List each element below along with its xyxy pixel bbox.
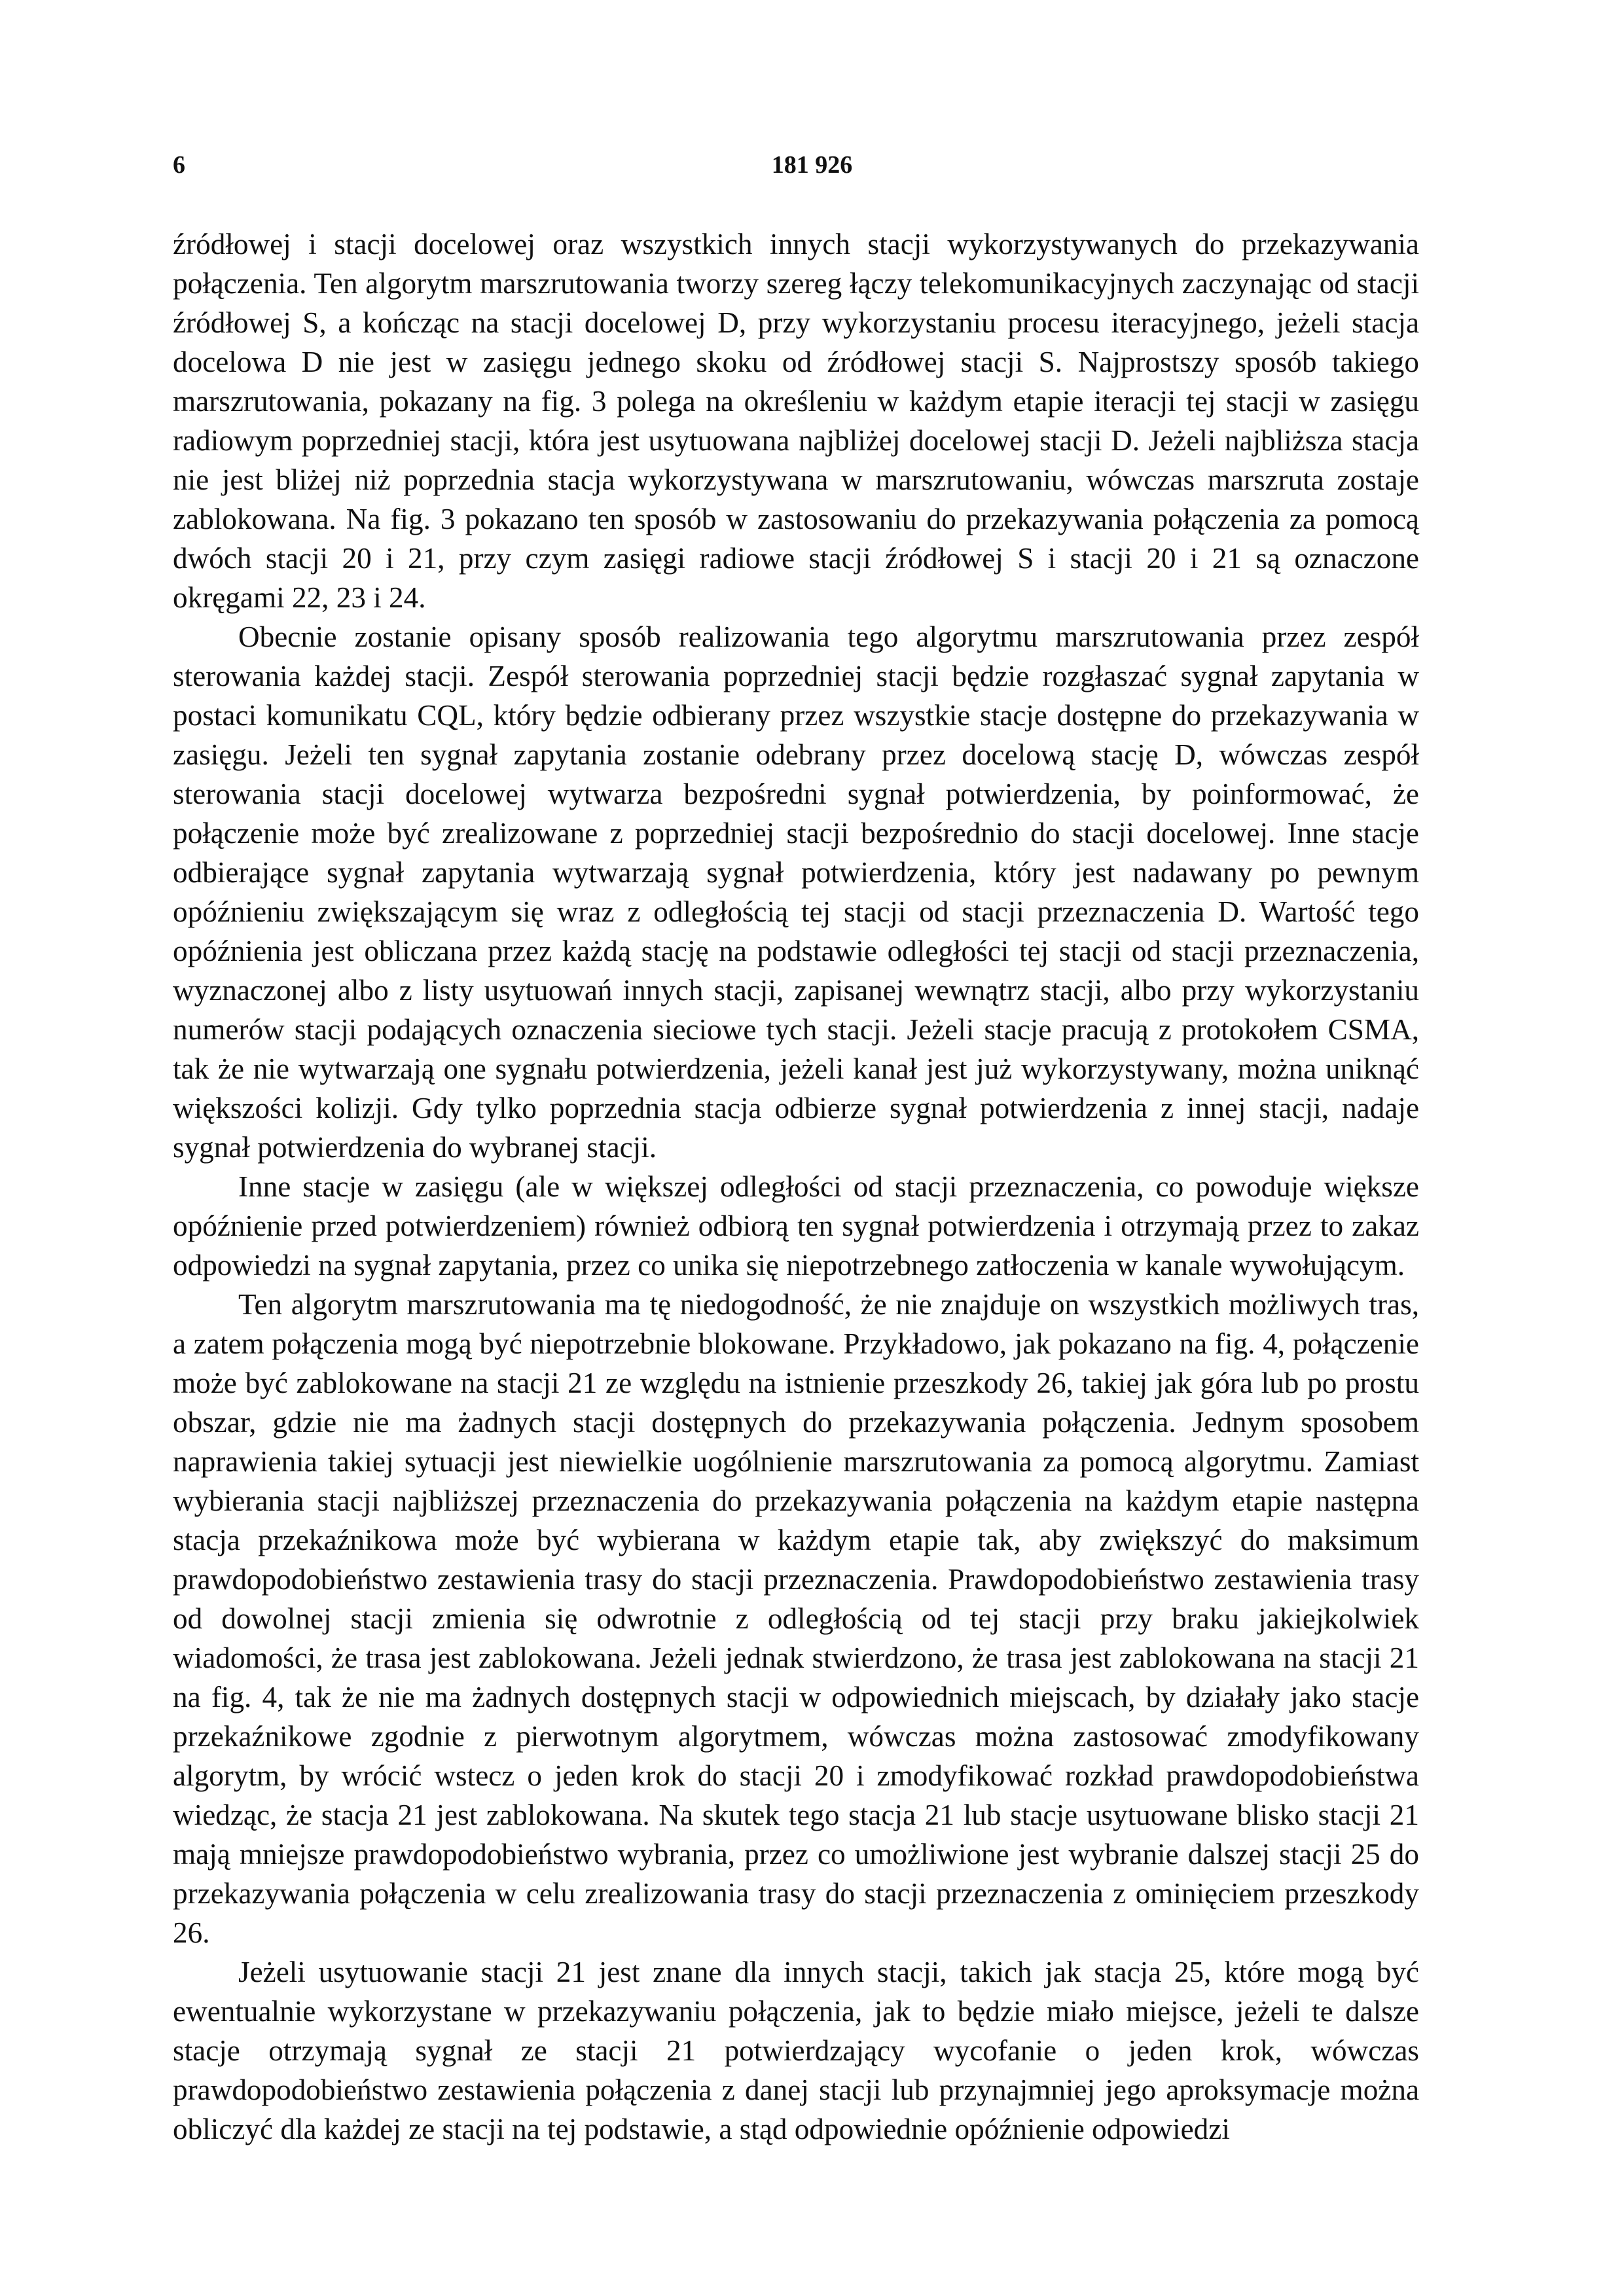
body-text — [173, 224, 1419, 2149]
paragraph: Ten algorytm marszrutowania ma tę niedogodność, że nie znajduje on wszystkich możliwych tras, a zatem połączenia mogą być niepotrzebnie blokowane. Przykładowo, jak pokazano na fig. 4, połączenie może być zablokowane na stacji 21 ze względu na istnienie przeszkody 26, takiej jak góra lub po prostu obszar, gdzie nie ma żadnych stacji dostępnych do przekazywania połączenia. Jednym sposobem naprawienia takiej sytuacji jest niewielkie uogólnienie marszrutowania za pomocą algorytmu. Zamiast wybierania stacji najbliższej przeznaczenia do przekazywania połączenia na każdym etapie następna stacja przekaźnikowa może być wybierana w każdym etapie tak, aby zwiększyć do maksimum prawdopodobieństwo zestawienia trasy do stacji przeznaczenia. Prawdopodobieństwo zestawienia trasy od dowolnej stacji zmienia się odwrotnie z odległością od tej stacji przy braku jakiejkolwiek wiadomości, że trasa jest zablokowana. Jeżeli jednak stwierdzono, że trasa jest zablokowana na stacji 21 na fig. 4, tak że nie ma żadnych dostępnych stacji w odpowiednich miejscach, by działały jako stacje przekaźnikowe zgodnie z pierwotnym algorytmem, wówczas można zastosować zmodyfikowany algorytm, by wrócić wstecz o jeden krok do stacji 20 i zmodyfikować rozkład prawdopodobieństwa wiedząc, że stacja 21 jest zablokowana. Na skutek tego stacja 21 lub stacje usytuowane blisko stacji 21 mają mniejsze prawdopodobieństwo wybrania, przez co umożliwione jest wybranie dalszej stacji 25 do przekazywania połączenia w celu zrealizowania trasy do stacji przeznaczenia z ominięciem przeszkody 26. — [173, 1288, 1419, 1949]
patent-number: 181 926 — [771, 151, 853, 179]
page-number: 6 — [173, 151, 185, 179]
paragraph: Inne stacje w zasięgu (ale w większej odległości od stacji przeznaczenia, co powoduje większe opóźnienie przed potwierdzeniem) również odbiorą ten sygnał potwierdzenia i otrzymają przez to zakaz odpowiedzi na sygnał zapytania, przez co unika się niepotrzebnego zatłoczenia w kanale wywołującym. — [173, 1170, 1419, 1282]
paragraph: źródłowej i stacji docelowej oraz wszystkich innych stacji wykorzystywanych do przekazywania połączenia. Ten algorytm marszrutowania tworzy szereg łączy telekomunikacyjnych zaczynając od stacji źródłowej S, a kończąc na stacji docelowej D, przy wykorzystaniu procesu iteracyjnego, jeżeli stacja docelowa D nie jest w zasięgu jednego skoku od źródłowej stacji S. Najprostszy sposób takiego marszrutowania, pokazany na fig. 3 polega na określeniu w każdym etapie iteracji tej stacji w zasięgu radiowym poprzedniej stacji, która jest usytuowana najbliżej docelowej stacji D. Jeżeli najbliższa stacja nie jest bliżej niż poprzednia stacja wykorzystywana w marszrutowaniu, wówczas marszruta zostaje zablokowana. Na fig. 3 pokazano ten sposób w zastosowaniu do przekazywania połączenia za pomocą dwóch stacji 20 i 21, przy czym zasięgi radiowe stacji źródłowej S i stacji 20 i 21 są oznaczone okręgami 22, 23 i 24. — [173, 228, 1419, 614]
paragraph: Jeżeli usytuowanie stacji 21 jest znane dla innych stacji, takich jak stacja 25, które mogą być ewentualnie wykorzystane w przekazywaniu połączenia, jak to będzie miało miejsce, jeżeli te dalsze stacje otrzymają sygnał ze stacji 21 potwierdzający wycofanie o jeden krok, wówczas prawdopodobieństwo zestawienia połączenia z danej stacji lub przynajmniej jego aproksymacje można obliczyć dla każdej ze stacji na tej podstawie, a stąd odpowiednie opóźnienie odpowiedzi — [173, 1956, 1419, 2145]
paragraph: Obecnie zostanie opisany sposób realizowania tego algorytmu marszrutowania przez zespół sterowania każdej stacji. Zespół sterowania poprzedniej stacji będzie rozgłaszać sygnał zapytania w postaci komunikatu CQL, który będzie odbierany przez wszystkie stacje dostępne do przekazywania w zasięgu. Jeżeli ten sygnał zapytania zostanie odebrany przez docelową stację D, wówczas zespół sterowania stacji docelowej wytwarza bezpośredni sygnał potwierdzenia, by poinformować, że połączenie może być zrealizowane z poprzedniej stacji bezpośrednio do stacji docelowej. Inne stacje odbierające sygnał zapytania wytwarzają sygnał potwierdzenia, który jest nadawany po pewnym opóźnieniu zwiększającym się wraz z odległością tej stacji od stacji przeznaczenia D. Wartość tego opóźnienia jest obliczana przez każdą stację na podstawie odległości tej stacji od stacji przeznaczenia, wyznaczonej albo z listy usytuowań innych stacji, zapisanej wewnątrz stacji, albo przy wykorzystaniu numerów stacji podających oznaczenia sieciowe tych stacji. Jeżeli stacje pracują z protokołem CSMA, tak że nie wytwarzają one sygnału potwierdzenia, jeżeli kanał jest już wykorzystywany, można uniknąć większości kolizji. Gdy tylko poprzednia stacja odbierze sygnał potwierdzenia z innej stacji, nadaje sygnał potwierdzenia do wybranej stacji. — [173, 620, 1419, 1164]
